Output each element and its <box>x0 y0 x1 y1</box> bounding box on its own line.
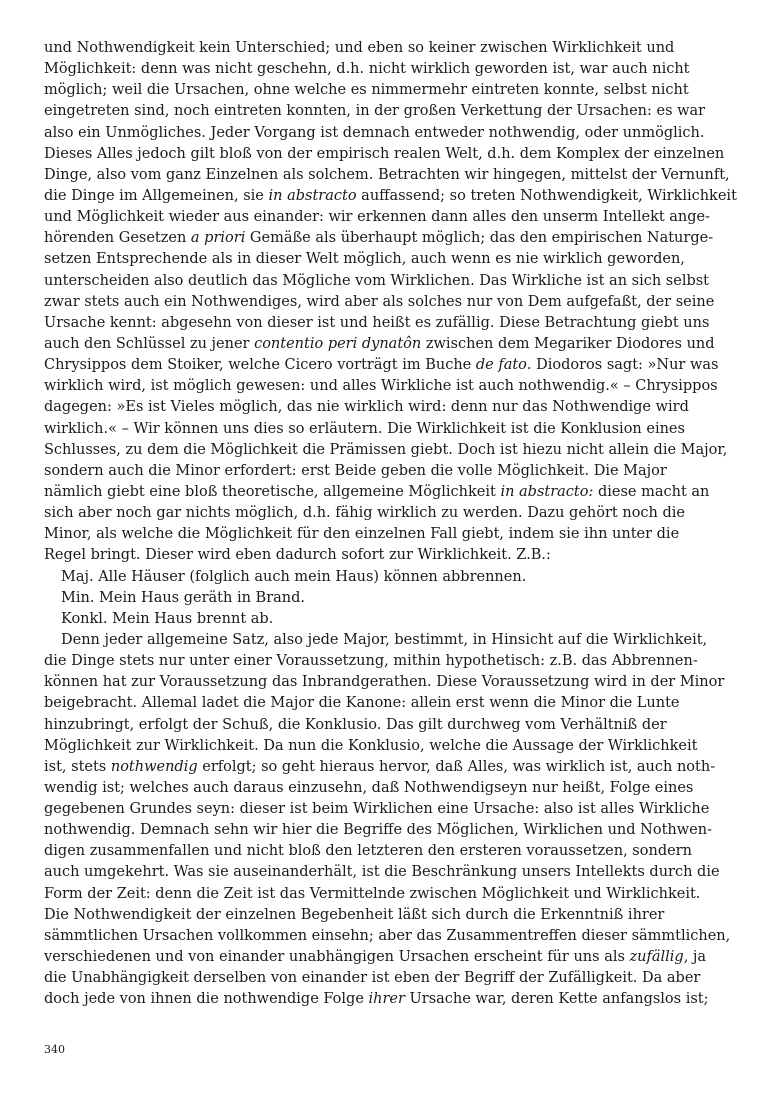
text-line: Regel bringt. Dieser wird eben dadurch sofort zur Wirklichkeit. Z.B.: <box>44 547 551 564</box>
text-segment: die Dinge im Allgemeinen, sie <box>44 187 269 204</box>
text-line: und Möglichkeit wieder aus einander: wir erkennen dann alles den unserm Intellekt ange- <box>44 209 711 226</box>
text-segment: hörenden Gesetzen <box>44 230 191 247</box>
text-line: beigebracht. Allemal ladet die Major die Kanone: allein erst wenn die Minor die Lunte <box>44 695 680 712</box>
text-segment: Gemäße als überhaupt möglich; das den empirischen Naturge- <box>245 230 714 247</box>
text-segment: . Diodoros sagt: »Nur was <box>526 357 719 374</box>
text-line: Möglichkeit zur Wirklichkeit. Da nun die Konklusio, welche die Aussage der Wirklichkeit <box>44 737 698 754</box>
text-line: Denn jeder allgemeine Satz, also jede Major, bestimmt, in Hinsicht auf die Wirklichkeit, <box>61 631 708 648</box>
text-line: digen zusammenfallen und nicht bloß den letzteren den ersteren voraussetzen, sondern <box>44 843 692 860</box>
text-line: also ein Unmögliches. Jeder Vorgang ist demnach entweder nothwendig, oder unmöglich. <box>44 124 705 141</box>
text-segment: auffassend; so treten Nothwendigkeit, Wirklichkeit <box>356 187 737 204</box>
text-line <box>44 334 715 355</box>
text-line <box>44 989 709 1010</box>
syllogism-line: Min. Mein Haus geräth in Brand. <box>61 589 305 606</box>
text-line: Dieses Alles jedoch gilt bloß von der empirisch realen Welt, d.h. dem Komplex der einzelnen <box>44 145 725 162</box>
text-line: setzen Entsprechende als in dieser Welt möglich, auch wenn es nie wirklich geworden, <box>44 251 685 268</box>
text-line: dagegen: »Es ist Vieles möglich, das nie wirklich wird: denn nur das Nothwendige wird <box>44 399 689 416</box>
text-line: wendig ist; welches auch daraus einzusehn, daß Nothwendigseyn nur heißt, Folge eines <box>44 779 694 796</box>
text-line: Minor, als welche die Möglichkeit für den einzelnen Fall giebt, indem sie ihn unter die <box>44 526 680 543</box>
text-line: Schlusses, zu dem die Möglichkeit die Prämissen giebt. Doch ist hiezu nicht allein die Major, <box>44 441 728 458</box>
italic-term: contentio peri dynatôn <box>254 335 422 352</box>
text-segment: doch jede von ihnen die nothwendige Folge <box>44 991 369 1008</box>
text-line: sondern auch die Minor erfordert: erst Beide geben die volle Möglichkeit. Die Major <box>44 462 667 479</box>
text-segment: Ursache war, deren Kette anfangslos ist; <box>404 991 709 1008</box>
text-line <box>44 355 719 376</box>
text-line <box>44 186 737 207</box>
text-line: sich aber noch gar nichts möglich, d.h. fähig wirklich zu werden. Dazu gehört noch die <box>44 505 685 522</box>
text-segment: , ja <box>683 949 707 966</box>
text-line <box>44 228 714 249</box>
text-line: unterscheiden also deutlich das Mögliche vom Wirklichen. Das Wirkliche ist an sich selbst <box>44 272 710 289</box>
page-number: 340 <box>44 1043 65 1056</box>
page-text <box>44 38 737 1010</box>
italic-term: ihrer <box>368 991 405 1008</box>
paragraph-1 <box>44 38 737 567</box>
text-line <box>44 757 716 778</box>
text-line: die Dinge stets nur unter einer Voraussetzung, mithin hypothetisch: z.B. das Abbrennen- <box>44 653 698 670</box>
text-segment: verschiedenen und von einander unabhängigen Ursachen erscheint für uns als <box>44 949 630 966</box>
text-line: die Unabhängigkeit derselben von einander ist eben der Begriff der Zufälligkeit. Da aber <box>44 970 701 987</box>
italic-term: nothwendig <box>110 758 198 775</box>
text-line: Die Nothwendigkeit der einzelnen Begebenheit läßt sich durch die Erkenntniß ihrer <box>44 906 665 923</box>
text-line: gegebenen Grundes seyn: dieser ist beim Wirklichen eine Ursache: also ist alles Wirkliche <box>44 801 710 818</box>
text-line: Ursache kennt: abgesehn von dieser ist und heißt es zufällig. Diese Betrachtung giebt uns <box>44 314 710 331</box>
text-line <box>44 482 710 503</box>
text-segment: ist, stets <box>44 758 111 775</box>
text-line: nothwendig. Demnach sehn wir hier die Begriffe des Möglichen, Wirklichen und Nothwen- <box>44 822 712 839</box>
text-line: Form der Zeit: denn die Zeit ist das Vermittelnde zwischen Möglichkeit und Wirklichkeit. <box>44 885 701 902</box>
text-segment: auch den Schlüssel zu jener <box>44 335 255 352</box>
text-line: können hat zur Voraussetzung das Inbrandgerathen. Diese Voraussetzung wird in der Minor <box>44 674 725 691</box>
paragraph-2 <box>44 630 731 1011</box>
text-segment: erfolgt; so geht hieraus hervor, daß Alles, was wirklich ist, auch noth- <box>197 758 716 775</box>
text-line <box>44 947 707 968</box>
text-segment: nämlich giebt eine bloß theoretische, allgemeine Möglichkeit <box>44 483 501 500</box>
text-segment: zwischen dem Megariker Diodores und <box>421 335 715 352</box>
text-line: möglich; weil die Ursachen, ohne welche es nimmermehr eintreten konnte, selbst nicht <box>44 82 689 99</box>
text-line: wirklich.« – Wir können uns dies so erläutern. Die Wirklichkeit ist die Konklusion eines <box>44 420 685 437</box>
syllogism-example <box>44 567 661 630</box>
text-line: zwar stets auch ein Nothwendiges, wird aber als solches nur von Dem aufgefaßt, der seine <box>44 293 715 310</box>
text-line: und Nothwendigkeit kein Unterschied; und eben so keiner zwischen Wirklichkeit und <box>44 40 675 56</box>
italic-term: a priori <box>190 230 246 247</box>
text-line: Dinge, also vom ganz Einzelnen als solchem. Betrachten wir hingegen, mittelst der Vernunft, <box>44 166 730 183</box>
italic-term: in abstracto <box>268 187 357 204</box>
text-line: auch umgekehrt. Was sie auseinanderhält, ist die Beschränkung unsers Intellekts durch die <box>44 864 720 881</box>
syllogism-line: Maj. Alle Häuser (folglich auch mein Haus) können abbrennen. <box>61 568 527 585</box>
italic-term: de fato <box>475 357 527 374</box>
text-line: sämmtlichen Ursachen vollkommen einsehn; aber das Zusammentreffen dieser sämmtlichen, <box>44 927 731 944</box>
text-line: Möglichkeit: denn was nicht geschehn, d.h. nicht wirklich geworden ist, war auch nicht <box>44 61 690 78</box>
italic-term: zufällig <box>629 949 684 966</box>
text-line: wirklich wird, ist möglich gewesen: und alles Wirkliche ist auch nothwendig.« – Chrysippos <box>44 378 718 395</box>
syllogism-line: Konkl. Mein Haus brennt ab. <box>61 610 274 627</box>
text-line: hinzubringt, erfolgt der Schuß, die Konklusio. Das gilt durchweg vom Verhältniß der <box>44 716 667 733</box>
text-segment: diese macht an <box>593 483 710 500</box>
italic-term: in abstracto: <box>500 483 594 500</box>
text-line: eingetreten sind, noch eintreten konnten, in der großen Verkettung der Ursachen: es war <box>44 103 706 120</box>
text-segment: Chrysippos dem Stoiker, welche Cicero vorträgt im Buche <box>44 357 476 374</box>
